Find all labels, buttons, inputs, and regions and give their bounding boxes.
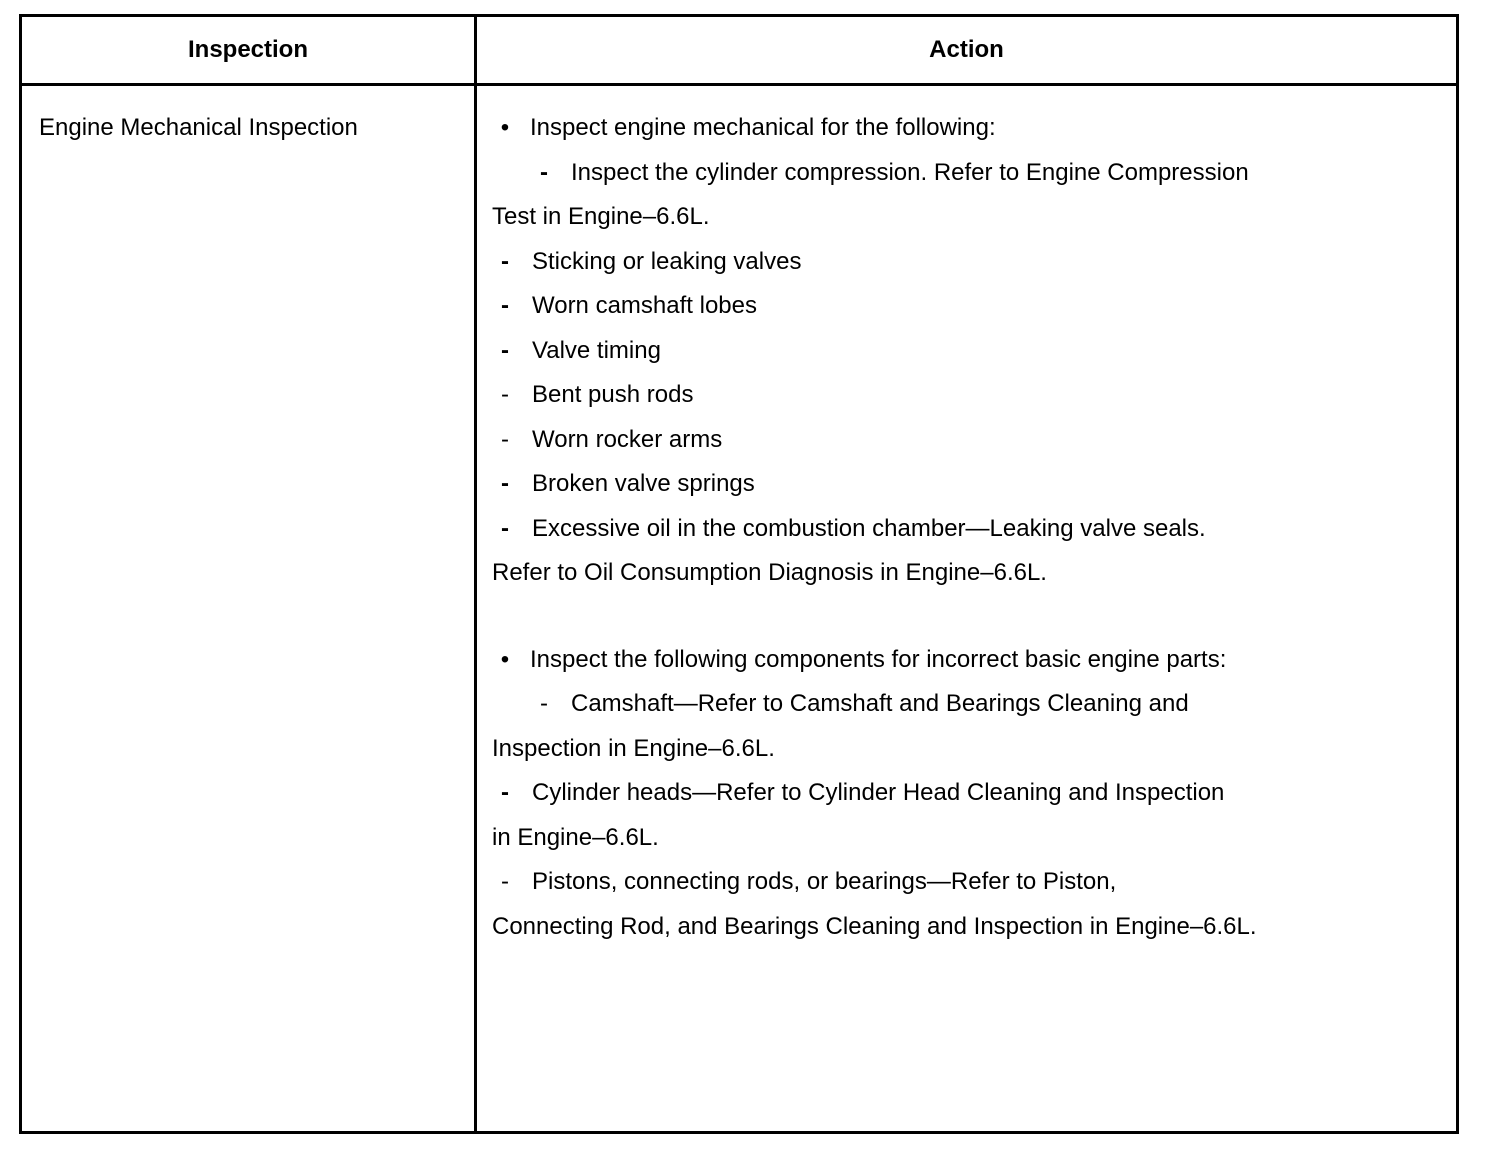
action-line: [490, 910, 1440, 955]
dash-marker: -: [501, 514, 509, 542]
dash-marker: -: [501, 292, 509, 319]
action-line: [490, 334, 1440, 379]
action-text: in Engine–6.6L.: [492, 823, 659, 851]
action-text: Inspect the cylinder compression. Refer to Engine Compression: [571, 158, 1249, 186]
header-divider: [22, 83, 1456, 86]
action-text: Valve timing: [532, 336, 661, 364]
dash-marker: -: [501, 336, 509, 364]
action-text: Bent push rods: [532, 381, 694, 408]
action-line: [490, 687, 1440, 732]
action-cell: [490, 111, 1440, 954]
action-line: [490, 512, 1440, 557]
action-line: [490, 643, 1440, 688]
bullet-marker: •: [500, 114, 510, 141]
action-text: Refer to Oil Consumption Diagnosis in Engine–6.6L.: [492, 559, 1047, 586]
dash-marker: -: [501, 868, 509, 895]
bullet-marker: •: [500, 645, 510, 673]
action-text: Inspect engine mechanical for the following:: [530, 114, 996, 141]
action-line: [490, 556, 1440, 601]
action-line: [490, 378, 1440, 423]
action-text: Inspect the following components for incorrect basic engine parts:: [530, 645, 1227, 673]
action-spacer: [490, 601, 1440, 643]
inspection-cell: Engine Mechanical Inspection: [39, 114, 358, 141]
dash-marker: -: [501, 779, 509, 806]
action-text: Worn camshaft lobes: [532, 292, 757, 319]
action-text: Worn rocker arms: [532, 425, 723, 453]
action-text: Camshaft—Refer to Camshaft and Bearings Cleaning and: [571, 690, 1189, 717]
action-line: [490, 111, 1440, 156]
action-line: [490, 200, 1440, 245]
action-line: [490, 865, 1440, 910]
dash-marker: -: [501, 381, 509, 408]
dash-marker: -: [540, 690, 548, 717]
action-line: [490, 156, 1440, 201]
action-text: Pistons, connecting rods, or bearings—Refer to Piston,: [532, 868, 1117, 895]
dash-marker: -: [501, 247, 509, 275]
column-divider: [474, 17, 477, 1131]
header-action: Action: [929, 36, 1004, 63]
action-line: [490, 467, 1440, 512]
action-line: [490, 821, 1440, 866]
inspection-action-table: [19, 14, 1459, 1134]
action-text: Cylinder heads—Refer to Cylinder Head Cleaning and Inspection: [532, 779, 1225, 806]
header-inspection: Inspection: [187, 36, 308, 63]
action-line: [490, 423, 1440, 468]
action-text: Test in Engine–6.6L.: [492, 203, 710, 230]
action-text: Excessive oil in the combustion chamber—Leaking valve seals.: [532, 514, 1206, 542]
action-line: [490, 776, 1440, 821]
action-text: Broken valve springs: [532, 470, 755, 497]
action-line: [490, 732, 1440, 777]
action-text: Inspection in Engine–6.6L.: [492, 734, 775, 762]
dash-marker: -: [501, 425, 509, 453]
dash-marker: -: [540, 158, 548, 186]
action-line: [490, 245, 1440, 290]
action-line: [490, 289, 1440, 334]
action-text: Sticking or leaking valves: [532, 247, 802, 275]
action-text: Connecting Rod, and Bearings Cleaning and Inspection in Engine–6.6L.: [492, 912, 1257, 940]
dash-marker: -: [501, 470, 509, 497]
